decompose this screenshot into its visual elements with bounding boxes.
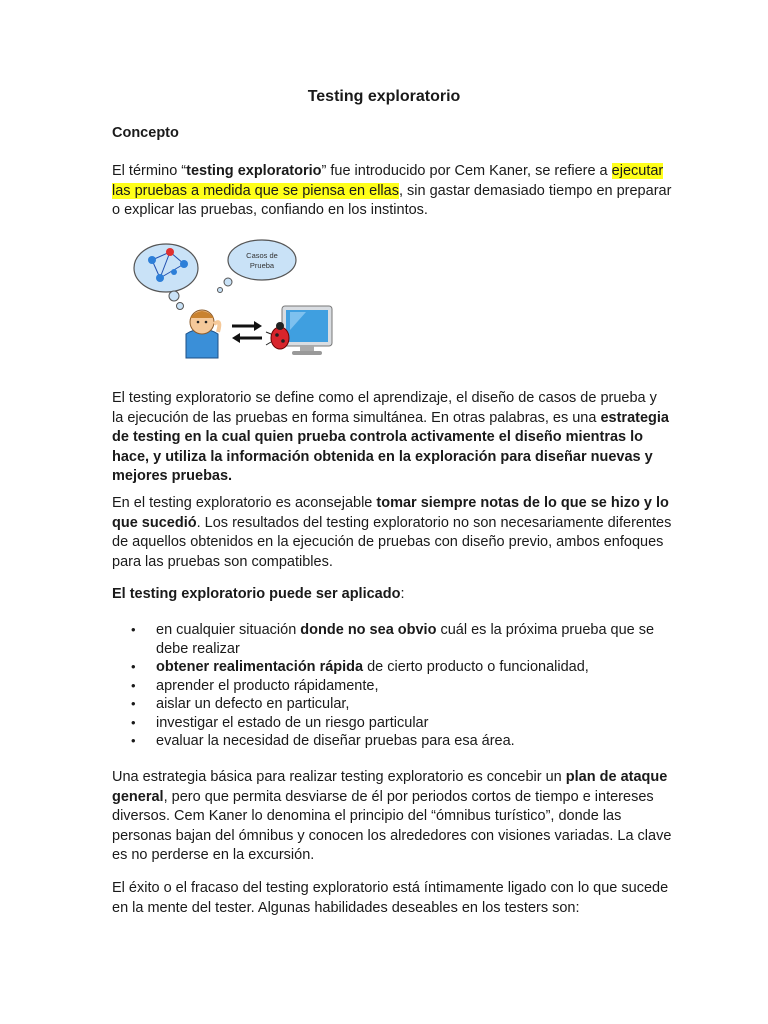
bubble-label-line-2: Prueba — [249, 261, 275, 270]
text-span: Una estrategia básica para realizar testing exploratorio es concebir un — [112, 769, 566, 785]
section-heading: Concepto — [112, 125, 179, 141]
text-span: aislar un defecto en particular, — [156, 696, 350, 712]
tester-person-icon — [186, 310, 219, 358]
document-title: Testing exploratorio — [307, 88, 461, 105]
paragraph-applicable — [112, 585, 672, 605]
exchange-arrows-icon — [232, 321, 262, 343]
text-span: investigar el estado de un riesgo particular — [156, 714, 429, 731]
bold-term: testing exploratorio — [186, 163, 322, 179]
text-span: en cualquier situación — [156, 622, 301, 638]
thought-bubble-test-cases-icon — [218, 240, 297, 293]
highlighted-text: ejecutar las pruebas a medida que se piensa en ellas — [112, 163, 664, 199]
text-span: El testing exploratorio se define como el aprendizaje, el diseño de casos de prueba y la ejecución de las pruebas en forma simultánea. En otras palabras, es una — [112, 390, 657, 426]
paragraph-definition — [112, 389, 672, 487]
bold-plan: plan de ataque general — [112, 769, 668, 805]
paragraph-intro — [112, 162, 672, 221]
text-span: , pero que permita desviarse de él por periodos cortos de tiempo e intereses diversos. Cem Kaner lo denomina el principio del “ómnibus turístico”, donde las personas bajan del ómnibus y conocen los alrededores con visiones variadas. La clave es no perderse en la excursión. — [112, 788, 672, 863]
text-span: En el testing exploratorio es aconsejable — [112, 495, 377, 511]
text-span: ” fue introducido por Cem Kaner, se refiere a — [321, 163, 612, 179]
thought-bubble-network-icon — [134, 244, 198, 310]
bold-applicable: El testing exploratorio puede ser aplicado — [112, 586, 401, 602]
bold-strategy: estrategia de testing en la cual quien prueba controla activamente el diseño mientras lo hace, y utiliza la información obtenida en la exploración para diseñar nuevas y mejores pruebas. — [112, 409, 669, 484]
list-item — [112, 714, 672, 733]
paragraph-skills — [112, 879, 672, 918]
paragraph-strategy — [112, 768, 672, 866]
bold-notes: tomar siempre notas de lo que se hizo y lo que sucedió — [112, 495, 669, 531]
list-item — [112, 732, 672, 751]
paragraph-notes — [112, 494, 672, 572]
text-span: : — [400, 586, 405, 602]
bullet-list — [112, 621, 672, 751]
text-span: de cierto producto o funcionalidad, — [363, 659, 589, 675]
bubble-label-line-1: Casos de — [246, 251, 278, 260]
text-span: . Los resultados del testing exploratorio no son necesariamente diferentes de aquellos obtenidos en la ejecución de pruebas con diseño previo, ambos enfoques para las pruebas son compatibles. — [112, 514, 672, 570]
exploratory-testing-illustration — [130, 238, 340, 360]
list-item — [112, 621, 672, 658]
text-span: , sin gastar demasiado tiempo en preparar o explicar las pruebas, confiando en los instintos. — [112, 182, 672, 218]
bold-phrase: obtener realimentación rápida — [156, 659, 364, 675]
list-item — [112, 695, 672, 714]
text-span: cuál es la próxima prueba que se debe realizar — [156, 622, 655, 657]
monitor-with-bug-icon — [266, 306, 332, 355]
text-span: El éxito o el fracaso del testing exploratorio está íntimamente ligado con lo que sucede en la mente del tester. Algunas habilidades deseables en los testers son: — [112, 880, 669, 916]
text-span: aprender el producto rápidamente, — [156, 677, 379, 694]
text-span: El término “ — [112, 163, 187, 179]
list-item — [112, 658, 672, 677]
list-item — [112, 677, 672, 696]
bold-phrase: donde no sea obvio — [300, 622, 437, 638]
text-span: evaluar la necesidad de diseñar pruebas para esa área. — [156, 733, 515, 749]
